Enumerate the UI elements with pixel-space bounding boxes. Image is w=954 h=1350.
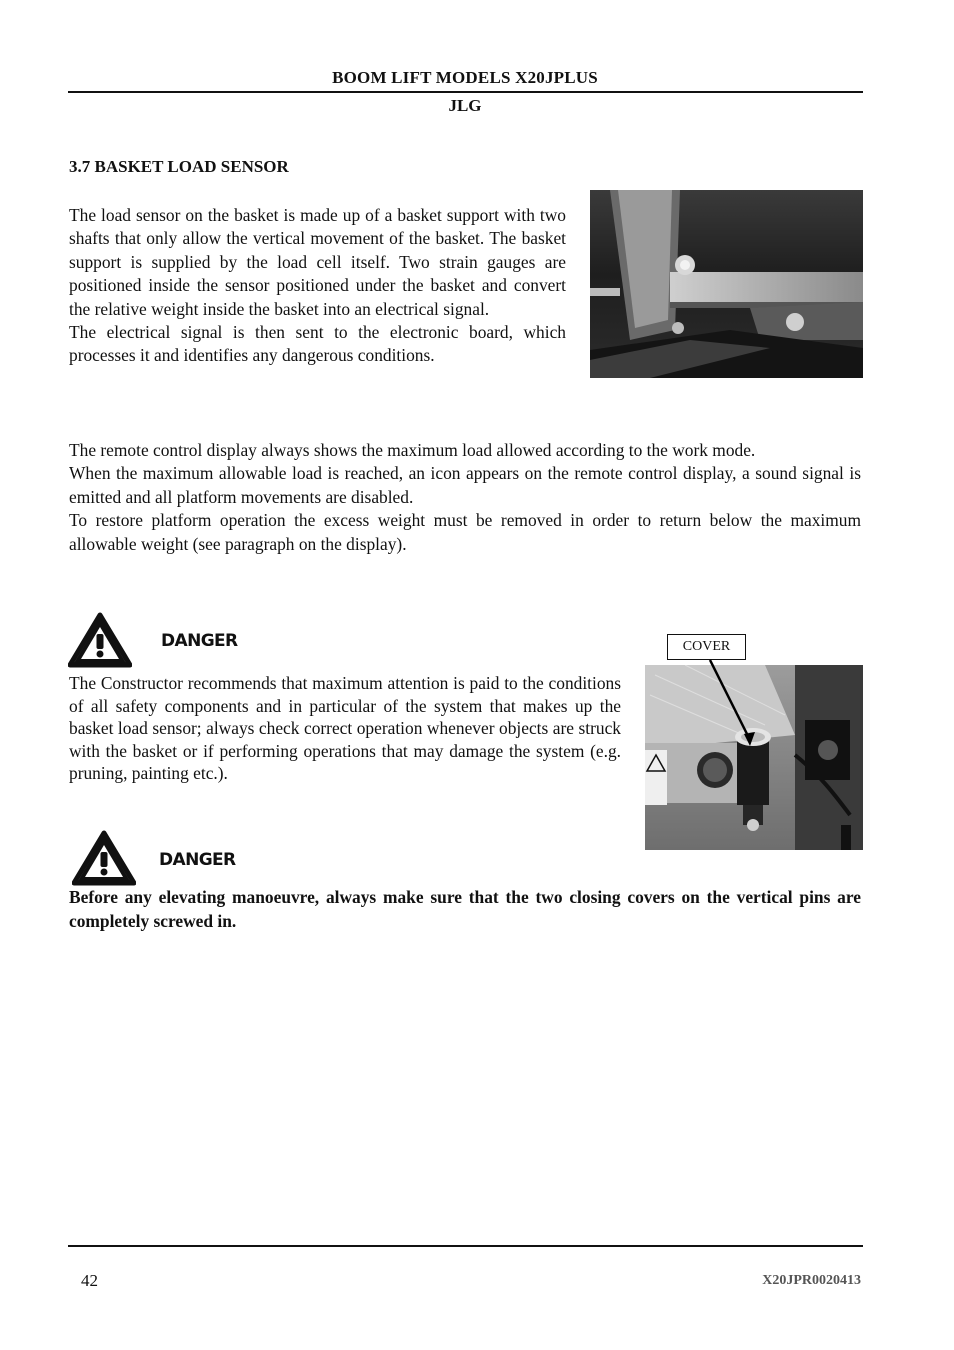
document-code: X20JPR0020413 <box>762 1273 861 1288</box>
intro-text-2: The electrical signal is then sent to the electronic board, which processes it and identifies any dangerous conditions. <box>69 322 566 366</box>
page-number: 42 <box>81 1271 98 1290</box>
danger-warning-text: Before any elevating manoeuvre, always make sure that the two closing covers on the vertical pins are completely screwed in. <box>69 887 861 931</box>
warning-triangle-icon <box>68 612 132 668</box>
document-title: BOOM LIFT MODELS X20JPLUS <box>332 68 598 87</box>
body-text-3: To restore platform operation the excess weight must be removed in order to return below the maximum allowable weight (see paragraph on the display). <box>69 510 861 554</box>
body-paragraph <box>69 439 861 556</box>
warning-triangle-icon <box>72 830 136 886</box>
body-text-2: When the maximum allowable load is reached, an icon appears on the remote control display, a sound signal is emitted and all platform movements are disabled. <box>69 463 861 507</box>
cover-callout-label: COVER <box>667 634 746 660</box>
footer-divider <box>68 1245 863 1247</box>
danger-label: DANGER <box>159 850 236 870</box>
callout-leader-line <box>700 658 760 748</box>
intro-text: The load sensor on the basket is made up of a basket support with two shafts that only allow the vertical movement of the basket. The basket support is supplied by the load cell itself. Two strain gauges are positioned inside the sensor positioned under the basket and convert the relative weight inside the basket into an electrical signal. <box>69 205 566 319</box>
body-text-1: The remote control display always shows the maximum load allowed according to the work mode. <box>69 440 756 460</box>
danger-label: DANGER <box>161 631 238 651</box>
intro-paragraph <box>69 204 566 368</box>
section-heading: 3.7 BASKET LOAD SENSOR <box>69 157 289 176</box>
brand-name: JLG <box>448 96 482 115</box>
basket-sensor-photo <box>590 190 863 378</box>
danger-text: The Constructor recommends that maximum attention is paid to the conditions of all safety components and in particular of the system that makes up the basket load sensor; always check correct operation whenever objects are struck with the basket or if performing operations that may damage the system (e.g. pruning, painting etc.). <box>69 673 621 784</box>
header-divider <box>68 91 863 93</box>
